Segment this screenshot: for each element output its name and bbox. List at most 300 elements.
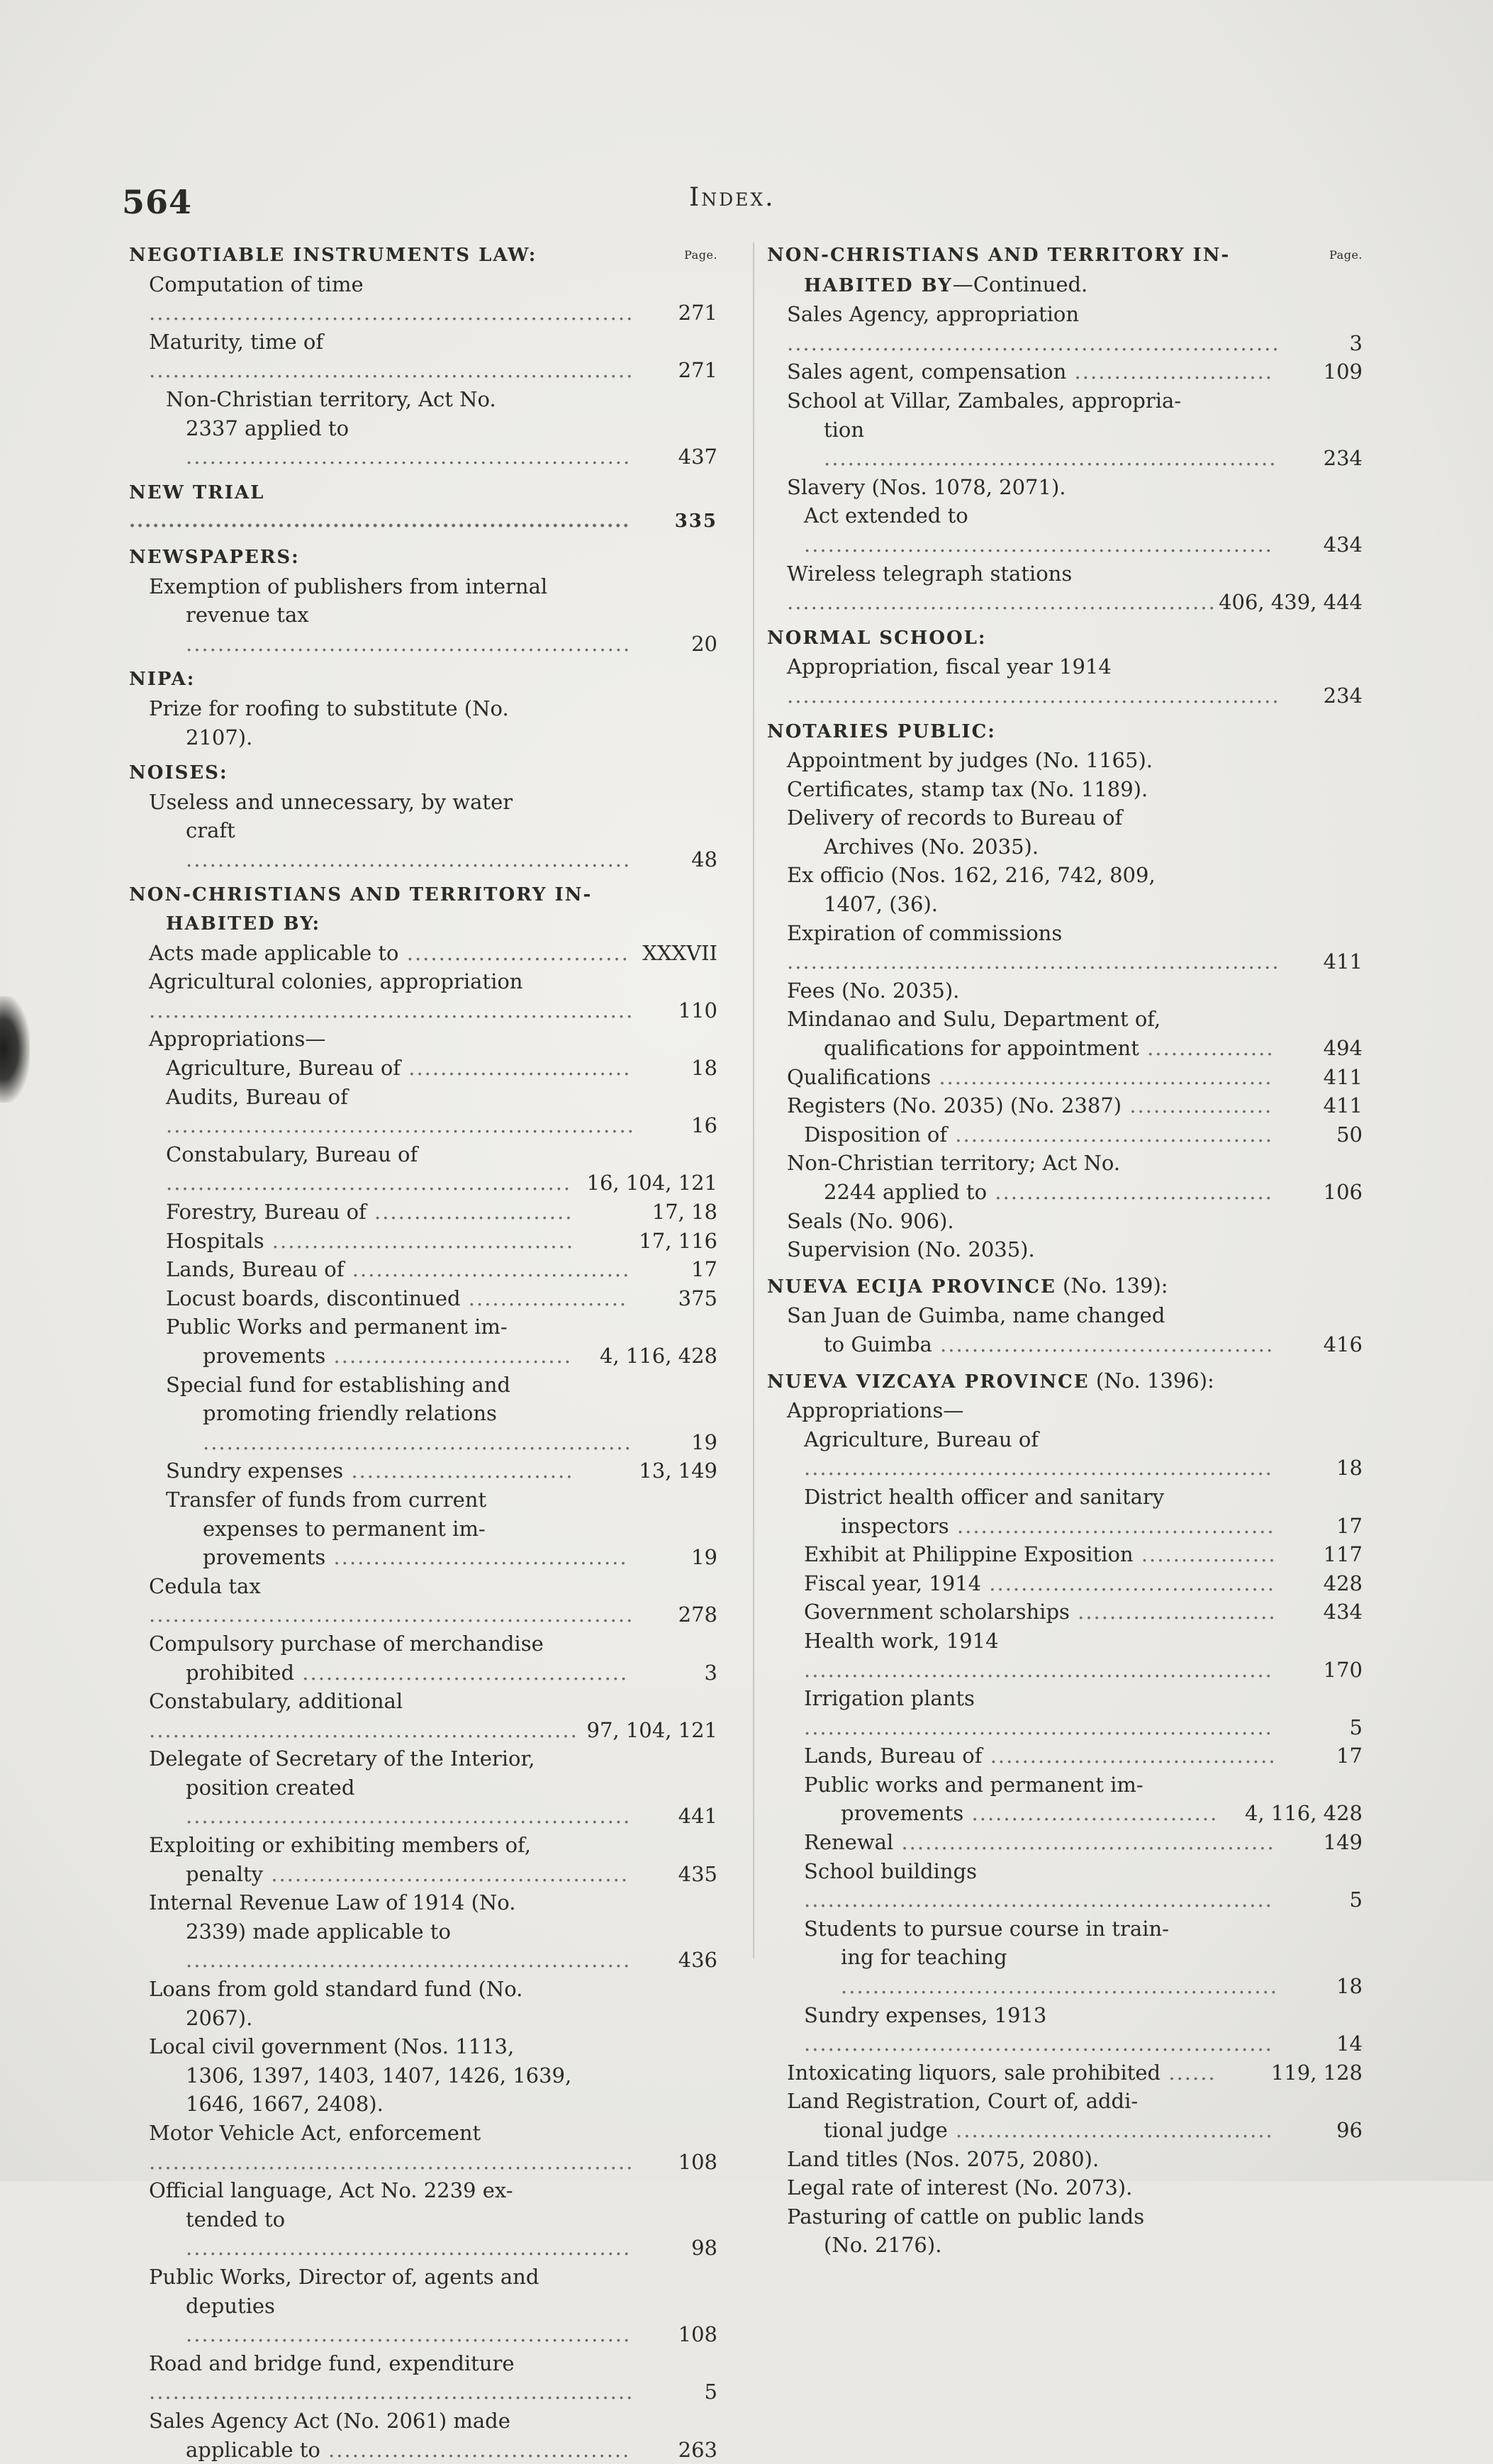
entry-text: Supervision (No. 2035). bbox=[787, 1237, 1035, 1262]
entry-text: Road and bridge fund, expenditure bbox=[149, 2351, 515, 2375]
entry-text: District health officer and sanitary bbox=[804, 1484, 1165, 1509]
entry-text: Registers (No. 2035) (No. 2387) bbox=[787, 1093, 1122, 1118]
entry-text: Delegate of Secretary of the Interior, bbox=[149, 1746, 535, 1771]
page-reference: 18 bbox=[1336, 1456, 1363, 1481]
page-reference: 170 bbox=[1323, 1657, 1363, 1682]
page-reference: 406, 439, 444 bbox=[1219, 590, 1363, 615]
dot-leader: ...................................................... bbox=[787, 590, 1217, 615]
spacer bbox=[129, 658, 717, 665]
entry-text: Agricultural colonies, appropriation bbox=[149, 969, 523, 994]
entry-text: Locust boards, discontinued bbox=[166, 1286, 461, 1310]
column-divider bbox=[753, 243, 754, 1958]
dot-leader: ............................ bbox=[401, 1056, 632, 1081]
entry-text: Exemption of publishers from internal bbox=[149, 574, 548, 598]
page-reference: 14 bbox=[1336, 2031, 1363, 2056]
page-reference: 5 bbox=[1349, 1715, 1363, 1739]
index-entry bbox=[767, 919, 1363, 976]
dot-leader: ...................................................... bbox=[203, 1429, 632, 1454]
page-reference: 436 bbox=[678, 1948, 717, 1973]
index-entry bbox=[129, 1975, 717, 2004]
page-reference: 17 bbox=[1336, 1513, 1363, 1538]
entry-text: San Juan de Guimba, name changed bbox=[787, 1303, 1165, 1328]
heading-text: NUEVA ECIJA PROVINCE bbox=[767, 1276, 1056, 1298]
page-reference: 278 bbox=[678, 1602, 717, 1627]
index-entry bbox=[767, 2231, 1363, 2260]
index-entry bbox=[129, 1083, 717, 1140]
entry-text: provements bbox=[203, 1343, 326, 1368]
entry-text: Exploiting or exhibiting members of, bbox=[149, 1833, 531, 1858]
dot-leader: ......................... bbox=[366, 1200, 574, 1224]
dot-leader: ............................................................. bbox=[149, 301, 634, 325]
entry-text: School at Villar, Zambales, appropria- bbox=[787, 388, 1182, 413]
heading-text: HABITED BY bbox=[804, 274, 953, 296]
entry-text: (No. 2176). bbox=[824, 2233, 942, 2258]
index-entry bbox=[767, 2087, 1363, 2116]
entry-text: Lands, Bureau of bbox=[166, 1257, 345, 1282]
index-entry bbox=[129, 2061, 717, 2090]
entry-text: Sales Agency, appropriation bbox=[787, 302, 1080, 327]
right-column bbox=[767, 241, 1363, 2260]
heading-continuation: (No. 139): bbox=[1056, 1273, 1168, 1298]
index-heading bbox=[129, 479, 717, 536]
entry-text: Forestry, Bureau of bbox=[166, 1200, 367, 1224]
page-column-label: Page. bbox=[1329, 248, 1363, 262]
index-entry bbox=[129, 1485, 717, 1515]
index-entry bbox=[767, 1034, 1363, 1063]
entry-text: Public works and permanent im- bbox=[804, 1772, 1143, 1797]
index-entry bbox=[129, 1687, 717, 1744]
dot-leader: ......................................................... bbox=[824, 446, 1277, 471]
page-reference: 96 bbox=[1336, 2118, 1363, 2142]
index-heading bbox=[129, 910, 717, 939]
index-entry bbox=[767, 1741, 1363, 1771]
spacer bbox=[129, 874, 717, 881]
index-entry bbox=[129, 1572, 717, 1629]
dot-leader: ........................................................ bbox=[186, 631, 632, 656]
index-heading bbox=[767, 1271, 1363, 1302]
index-entry bbox=[129, 1629, 717, 1659]
entry-text: Fees (No. 2035). bbox=[787, 978, 960, 1003]
heading-text: NOISES: bbox=[129, 762, 228, 784]
page-reference: 17 bbox=[1336, 1744, 1363, 1768]
right-column-body bbox=[767, 241, 1363, 2260]
index-entry bbox=[129, 1515, 717, 1544]
index-entry bbox=[767, 559, 1363, 617]
entry-text: Public Works, Director of, agents and bbox=[149, 2264, 539, 2289]
entry-text: Appropriation, fiscal year 1914 bbox=[787, 654, 1112, 679]
index-entry bbox=[129, 1888, 717, 1917]
page-reference: 149 bbox=[1323, 1830, 1363, 1855]
entry-text: Legal rate of interest (No. 2073). bbox=[787, 2175, 1133, 2200]
entry-text: Land titles (Nos. 2075, 2080). bbox=[787, 2146, 1100, 2171]
dot-leader: .......................................... bbox=[931, 1064, 1273, 1089]
spacer bbox=[767, 1359, 1363, 1366]
page-reference: 411 bbox=[1323, 949, 1363, 974]
page-reference: 434 bbox=[1323, 1600, 1363, 1624]
dot-leader: ........................................................... bbox=[804, 2031, 1273, 2056]
index-entry bbox=[767, 746, 1363, 775]
index-entry bbox=[767, 2173, 1363, 2202]
entry-text: 2337 applied to bbox=[186, 416, 350, 440]
dot-leader: ............................................................. bbox=[149, 1602, 634, 1627]
page-reference: 416 bbox=[1323, 1332, 1363, 1356]
page-reference: 411 bbox=[1323, 1093, 1363, 1118]
entry-text: Audits, Bureau of bbox=[166, 1084, 348, 1109]
index-entry bbox=[767, 1598, 1363, 1627]
index-heading bbox=[767, 718, 1363, 747]
entry-text: Acts made applicable to bbox=[149, 940, 399, 965]
index-entry bbox=[129, 1198, 717, 1227]
index-entry bbox=[129, 328, 717, 385]
spacer bbox=[129, 536, 717, 543]
entry-text: Slavery (Nos. 1078, 2071). bbox=[787, 474, 1066, 499]
entry-text: Act extended to bbox=[804, 503, 968, 528]
dot-leader: ................ bbox=[1139, 1036, 1275, 1061]
index-heading bbox=[129, 665, 717, 694]
index-entry bbox=[767, 1396, 1363, 1425]
index-heading bbox=[767, 241, 1363, 270]
index-entry bbox=[767, 2058, 1363, 2087]
page-reference: 17, 18 bbox=[652, 1200, 717, 1224]
page-reference: 17, 116 bbox=[639, 1228, 717, 1253]
index-entry bbox=[767, 775, 1363, 804]
dot-leader: ......................... bbox=[1066, 359, 1274, 384]
page-reference: 117 bbox=[1323, 1542, 1363, 1567]
entry-text: Pasturing of cattle on public lands bbox=[787, 2204, 1145, 2229]
index-entry bbox=[767, 501, 1363, 559]
index-entry bbox=[767, 2202, 1363, 2231]
dot-leader: ........................................ bbox=[947, 1122, 1274, 1147]
dot-leader: ........................................................ bbox=[186, 2236, 632, 2260]
index-entry bbox=[767, 416, 1363, 473]
index-entry bbox=[767, 1091, 1363, 1120]
entry-text: Renewal bbox=[804, 1830, 894, 1855]
index-entry bbox=[767, 1857, 1363, 1914]
entry-text: tended to bbox=[186, 2207, 286, 2231]
entry-text: 2067). bbox=[186, 2005, 253, 2030]
entry-text: Students to pursue course in train- bbox=[804, 1916, 1169, 1941]
spacer bbox=[767, 1264, 1363, 1271]
entry-text: Lands, Bureau of bbox=[804, 1744, 983, 1768]
dot-leader: ............................................................. bbox=[149, 2380, 634, 2404]
index-entry bbox=[767, 1120, 1363, 1149]
page-number: 564 bbox=[122, 183, 193, 221]
entry-text: applicable to bbox=[186, 2437, 320, 2462]
index-entry bbox=[129, 2119, 717, 2176]
dot-leader: ........................................................ bbox=[186, 1948, 632, 1973]
index-entry bbox=[767, 1063, 1363, 1092]
entry-text: School buildings bbox=[804, 1858, 977, 1883]
dot-leader: ........................................................... bbox=[804, 1715, 1273, 1739]
heading-text: NEGOTIABLE INSTRUMENTS LAW: bbox=[129, 245, 537, 266]
entry-text: Seals (No. 906). bbox=[787, 1208, 954, 1233]
entry-text: Maturity, time of bbox=[149, 329, 324, 354]
dot-leader: ........................................ bbox=[949, 1513, 1275, 1538]
entry-text: 2339) made applicable to bbox=[186, 1919, 451, 1944]
dot-leader: ................................... bbox=[987, 1180, 1273, 1204]
dot-leader: ...... bbox=[1161, 2060, 1217, 2085]
index-entry bbox=[767, 976, 1363, 1005]
index-entry bbox=[129, 2032, 717, 2061]
dot-leader: ............................................................. bbox=[149, 2149, 634, 2174]
entry-text: tional judge bbox=[824, 2118, 948, 2142]
index-entry bbox=[129, 1227, 717, 1256]
index-entry bbox=[767, 652, 1363, 710]
index-entry bbox=[767, 1943, 1363, 2000]
index-entry bbox=[129, 1054, 717, 1083]
entry-text: Archives (No. 2035). bbox=[824, 834, 1039, 859]
page-reference: 16 bbox=[691, 1113, 717, 1138]
dot-leader: ............................................................. bbox=[149, 358, 634, 383]
entry-text: craft bbox=[186, 818, 235, 843]
spacer bbox=[129, 472, 717, 479]
page-reference: 3 bbox=[704, 1660, 717, 1685]
dot-leader: ............................................... bbox=[893, 1830, 1275, 1855]
entry-text: Agriculture, Bureau of bbox=[166, 1056, 401, 1081]
entry-text: Qualifications bbox=[787, 1064, 932, 1089]
spacer bbox=[767, 710, 1363, 718]
page-reference: XXXVII bbox=[642, 940, 717, 965]
index-entry bbox=[767, 1799, 1363, 1828]
page-reference: 3 bbox=[1349, 330, 1363, 355]
spacer bbox=[767, 617, 1363, 624]
dot-leader: ................................................... bbox=[166, 1171, 572, 1195]
page-reference: 119, 128 bbox=[1270, 2060, 1363, 2085]
heading-text: NON-CHRISTIANS AND TERRITORY IN- bbox=[129, 884, 593, 906]
entry-text: 1407, (36). bbox=[824, 892, 938, 917]
index-entry bbox=[767, 1771, 1363, 1800]
entry-text: promoting friendly relations bbox=[203, 1401, 497, 1426]
index-entry bbox=[129, 788, 717, 817]
entry-text: Computation of time bbox=[149, 272, 364, 296]
heading-text: NEWSPAPERS: bbox=[129, 546, 300, 568]
left-column-body bbox=[129, 241, 717, 2464]
index-heading bbox=[129, 881, 717, 910]
index-entry bbox=[129, 1543, 717, 1572]
entry-text: Special fund for establishing and bbox=[166, 1372, 510, 1397]
index-entry bbox=[767, 890, 1363, 919]
page-reference: 4, 116, 428 bbox=[1244, 1801, 1363, 1826]
page-reference: 108 bbox=[678, 2322, 717, 2347]
index-entry bbox=[129, 816, 717, 874]
dot-leader: ..................................... bbox=[325, 1545, 628, 1570]
page-reference: 4, 116, 428 bbox=[599, 1343, 717, 1368]
page-reference: 97, 104, 121 bbox=[586, 1717, 717, 1742]
entry-text: Useless and unnecessary, by water bbox=[149, 789, 513, 814]
entry-text: Sales Agency Act (No. 2061) made bbox=[149, 2408, 510, 2433]
dot-leader: .............................................................. bbox=[787, 330, 1280, 355]
index-entry bbox=[767, 357, 1363, 386]
page-reference: 19 bbox=[691, 1545, 717, 1570]
dot-leader: .............................. bbox=[325, 1343, 573, 1368]
dot-leader: .................... bbox=[460, 1286, 628, 1310]
entry-text: Motor Vehicle Act, enforcement bbox=[149, 2121, 481, 2145]
index-heading bbox=[767, 1366, 1363, 1397]
dot-leader: ........................................................ bbox=[186, 1804, 632, 1829]
index-entry bbox=[767, 300, 1363, 357]
index-entry bbox=[129, 967, 717, 1025]
index-entry bbox=[129, 939, 717, 968]
dot-leader: ........................................ bbox=[947, 2118, 1274, 2142]
page-reference: 18 bbox=[1336, 1974, 1363, 1999]
heading-text: NUEVA VIZCAYA PROVINCE bbox=[767, 1371, 1090, 1393]
entry-text: to Guimba bbox=[824, 1332, 932, 1356]
entry-text: Intoxicating liquors, sale prohibited bbox=[787, 2060, 1161, 2085]
dot-leader: ...................................... bbox=[320, 2437, 631, 2462]
dot-leader: ........................................................ bbox=[186, 445, 632, 469]
index-entry bbox=[129, 2205, 717, 2263]
entry-text: qualifications for appointment bbox=[824, 1036, 1139, 1061]
entry-text: 2244 applied to bbox=[824, 1180, 988, 1204]
entry-text: Agriculture, Bureau of bbox=[804, 1427, 1039, 1451]
entry-text: Hospitals bbox=[166, 1228, 264, 1253]
entry-text: Public Works and permanent im- bbox=[166, 1315, 508, 1339]
index-entry bbox=[767, 1301, 1363, 1330]
index-entry bbox=[767, 832, 1363, 862]
dot-leader: ................. bbox=[1133, 1542, 1277, 1567]
entry-text: Non-Christian territory, Act No. bbox=[166, 386, 496, 411]
left-column bbox=[129, 241, 717, 2464]
entry-text: expenses to permanent im- bbox=[203, 1516, 486, 1541]
page-reference: 17 bbox=[691, 1257, 717, 1282]
page-column-label: Page. bbox=[684, 248, 717, 262]
page-reference: 271 bbox=[678, 358, 717, 383]
index-entry bbox=[767, 1207, 1363, 1236]
page-reference: 48 bbox=[691, 847, 717, 871]
index-entry bbox=[767, 1627, 1363, 1684]
entry-text: Delivery of records to Bureau of bbox=[787, 805, 1123, 830]
entry-text: Non-Christian territory; Act No. bbox=[787, 1151, 1121, 1176]
index-entry bbox=[129, 385, 717, 414]
index-entry bbox=[129, 1399, 717, 1456]
dot-leader: ...................................................... bbox=[149, 1717, 578, 1742]
entry-text: Mindanao and Sulu, Department of, bbox=[787, 1007, 1161, 1032]
dot-leader: ......................... bbox=[1069, 1600, 1277, 1624]
page-reference: 375 bbox=[678, 1286, 717, 1310]
entry-text: Constabulary, additional bbox=[149, 1689, 403, 1714]
entry-text: deputies bbox=[186, 2293, 275, 2318]
entry-text: Expiration of commissions bbox=[787, 920, 1063, 945]
entry-text: provements bbox=[203, 1545, 326, 1570]
index-entry bbox=[767, 1425, 1363, 1483]
page-reference: 106 bbox=[1323, 1180, 1363, 1204]
dot-leader: ........................................................... bbox=[804, 1657, 1273, 1682]
entry-text: Land Registration, Court of, addi- bbox=[787, 2089, 1139, 2114]
page-reference: 16, 104, 121 bbox=[586, 1171, 717, 1195]
index-entry bbox=[129, 1255, 717, 1284]
entry-text: Loans from gold standard fund (No. bbox=[149, 1977, 523, 2002]
dot-leader: ............................................. bbox=[263, 1861, 630, 1886]
entry-text: Sales agent, compensation bbox=[787, 359, 1067, 384]
page-reference: 494 bbox=[1323, 1036, 1363, 1061]
page-reference: 19 bbox=[691, 1429, 717, 1454]
dot-leader: ....................................................... bbox=[841, 1974, 1279, 1999]
heading-text: NORMAL SCHOOL: bbox=[767, 627, 987, 649]
dot-leader: .......................................... bbox=[932, 1332, 1275, 1356]
page-reference: 5 bbox=[1349, 1888, 1363, 1912]
entry-text: Constabulary, Bureau of bbox=[166, 1142, 418, 1166]
index-entry bbox=[129, 2292, 717, 2349]
index-entry bbox=[767, 2001, 1363, 2058]
index-entry bbox=[767, 1235, 1363, 1264]
page-reference: 411 bbox=[1323, 1064, 1363, 1089]
heading-text: NOTARIES PUBLIC: bbox=[767, 720, 996, 742]
index-entry bbox=[767, 803, 1363, 832]
entry-text: Irrigation plants bbox=[804, 1686, 975, 1711]
index-entry bbox=[129, 694, 717, 723]
entry-text: 1646, 1667, 2408). bbox=[186, 2092, 384, 2117]
index-heading bbox=[129, 759, 717, 788]
entry-text: penalty bbox=[186, 1861, 264, 1886]
index-entry bbox=[767, 1512, 1363, 1541]
page-reference: 434 bbox=[1323, 532, 1363, 557]
page-reference: 234 bbox=[1323, 683, 1363, 708]
index-entry bbox=[129, 572, 717, 601]
dot-leader: ............................ bbox=[398, 940, 630, 965]
index-entry bbox=[129, 414, 717, 472]
index-entry bbox=[129, 1860, 717, 1889]
dot-leader: .................. bbox=[1122, 1093, 1273, 1118]
entry-text: Certificates, stamp tax (No. 1189). bbox=[787, 776, 1148, 801]
index-heading bbox=[129, 241, 717, 270]
index-entry bbox=[129, 1456, 717, 1485]
page-reference: 109 bbox=[1323, 359, 1363, 384]
entry-text: Compulsory purchase of merchandise bbox=[149, 1631, 544, 1656]
index-entry bbox=[129, 1917, 717, 1975]
index-heading bbox=[767, 624, 1363, 653]
page-reference: 335 bbox=[674, 511, 717, 533]
index-entry bbox=[129, 1284, 717, 1313]
index-entry bbox=[767, 386, 1363, 416]
heading-text: NON-CHRISTIANS AND TERRITORY IN- bbox=[767, 245, 1231, 266]
page-reference: 20 bbox=[691, 631, 717, 656]
dot-leader: ............................ bbox=[343, 1459, 574, 1483]
entry-text: position created bbox=[186, 1775, 355, 1800]
page-edge-stain bbox=[0, 996, 30, 1103]
dot-leader: ........................................................... bbox=[804, 1888, 1273, 1912]
entry-text: 2107). bbox=[186, 725, 253, 749]
dot-leader: ................................... bbox=[344, 1257, 631, 1282]
page-reference: 50 bbox=[1336, 1122, 1363, 1147]
index-entry bbox=[767, 1330, 1363, 1359]
entry-text: Ex officio (Nos. 162, 216, 742, 809, bbox=[787, 863, 1156, 888]
page-reference: 234 bbox=[1323, 446, 1363, 471]
index-entry bbox=[129, 1371, 717, 1400]
index-entry bbox=[129, 2090, 717, 2119]
index-entry bbox=[767, 1483, 1363, 1512]
heading-text: NEW TRIAL bbox=[129, 481, 265, 503]
page-reference: 5 bbox=[704, 2380, 717, 2404]
index-entry bbox=[129, 723, 717, 752]
dot-leader: ........................................................... bbox=[804, 1456, 1273, 1481]
entry-text: Appropriations— bbox=[787, 1398, 964, 1423]
page-reference: 110 bbox=[678, 998, 717, 1022]
index-entry bbox=[129, 1773, 717, 1831]
dot-leader: .............................................................. bbox=[787, 683, 1280, 708]
index-entry bbox=[129, 1744, 717, 1773]
index-heading bbox=[767, 270, 1363, 301]
entry-text: tion bbox=[824, 417, 865, 442]
entry-text: Appropriations— bbox=[149, 1027, 326, 1052]
dot-leader: .................................... bbox=[981, 1571, 1276, 1595]
index-entry bbox=[767, 1569, 1363, 1598]
entry-text: prohibited bbox=[186, 1660, 295, 1685]
index-entry bbox=[767, 861, 1363, 890]
entry-text: Official language, Act No. 2239 ex- bbox=[149, 2178, 513, 2203]
entry-text: Wireless telegraph stations bbox=[787, 561, 1073, 586]
index-entry bbox=[767, 473, 1363, 502]
entry-text: Sundry expenses, 1913 bbox=[804, 2002, 1047, 2027]
